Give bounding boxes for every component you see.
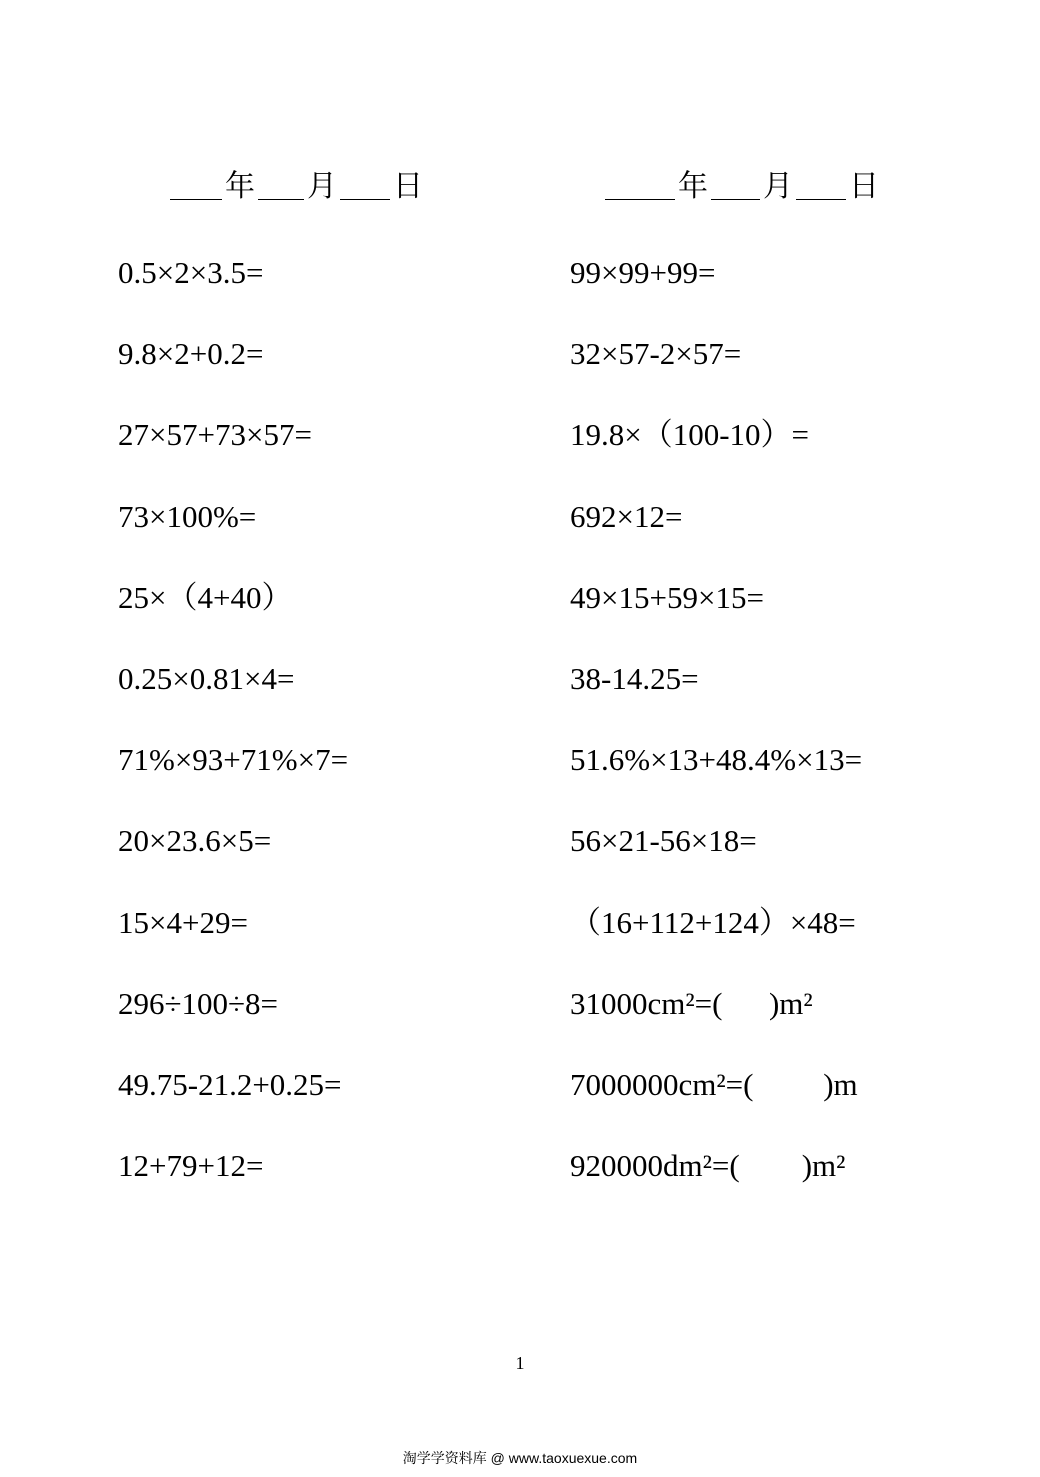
- month-label: 月: [307, 170, 337, 203]
- date-header-right: [605, 166, 882, 208]
- problem-left-3: 27×57+73×57=: [118, 417, 312, 453]
- problem-right-4: 692×12=: [570, 498, 683, 534]
- footer-watermark: 淘学学资料库 @ www.taoxuexue.com: [402, 1450, 638, 1466]
- problem-right-6: 38-14.25=: [570, 660, 699, 696]
- problem-left-7: 71%×93+71%×7=: [118, 742, 349, 778]
- problem-right-11: 7000000cm²=( )m: [570, 1066, 858, 1102]
- problem-list-right: [570, 232, 862, 1206]
- year-label: 年: [678, 170, 708, 203]
- problem-left-12: 12+79+12=: [118, 1148, 264, 1184]
- month-blank: [258, 198, 304, 200]
- year-label: 年: [225, 170, 255, 203]
- month-blank: [711, 198, 760, 200]
- problem-right-5: 49×15+59×15=: [570, 579, 764, 615]
- problem-list-left: [118, 232, 348, 1206]
- problem-right-9: （16+112+124）×48=: [570, 904, 856, 940]
- day-label: 日: [849, 170, 879, 203]
- problem-left-10: 296÷100÷8=: [118, 985, 279, 1021]
- problem-right-7: 51.6%×13+48.4%×13=: [570, 742, 863, 778]
- problem-right-2: 32×57-2×57=: [570, 336, 742, 372]
- problem-left-9: 15×4+29=: [118, 904, 248, 940]
- problem-left-1: 0.5×2×3.5=: [118, 255, 264, 290]
- day-blank: [796, 198, 846, 200]
- month-label: 月: [763, 170, 793, 203]
- year-blank: [605, 198, 675, 200]
- problem-left-4: 73×100%=: [118, 498, 257, 534]
- problem-left-6: 0.25×0.81×4=: [118, 660, 295, 696]
- problem-left-11: 49.75-21.2+0.25=: [118, 1066, 342, 1102]
- date-header-left: [170, 166, 426, 208]
- day-blank: [340, 198, 390, 200]
- page-number: 1: [515, 1353, 525, 1373]
- problem-right-3: 19.8×（100-10）=: [570, 417, 810, 453]
- problem-left-5: 25×（4+40）: [118, 579, 293, 615]
- problem-right-12: 920000dm²=( )m²: [570, 1148, 846, 1184]
- day-label: 日: [393, 170, 423, 203]
- year-blank: [170, 198, 222, 200]
- problem-right-1: 99×99+99=: [570, 255, 716, 290]
- problem-left-8: 20×23.6×5=: [118, 823, 272, 859]
- problem-right-10: 31000cm²=( )m²: [570, 985, 813, 1021]
- problem-right-8: 56×21-56×18=: [570, 823, 757, 859]
- problem-left-2: 9.8×2+0.2=: [118, 336, 264, 372]
